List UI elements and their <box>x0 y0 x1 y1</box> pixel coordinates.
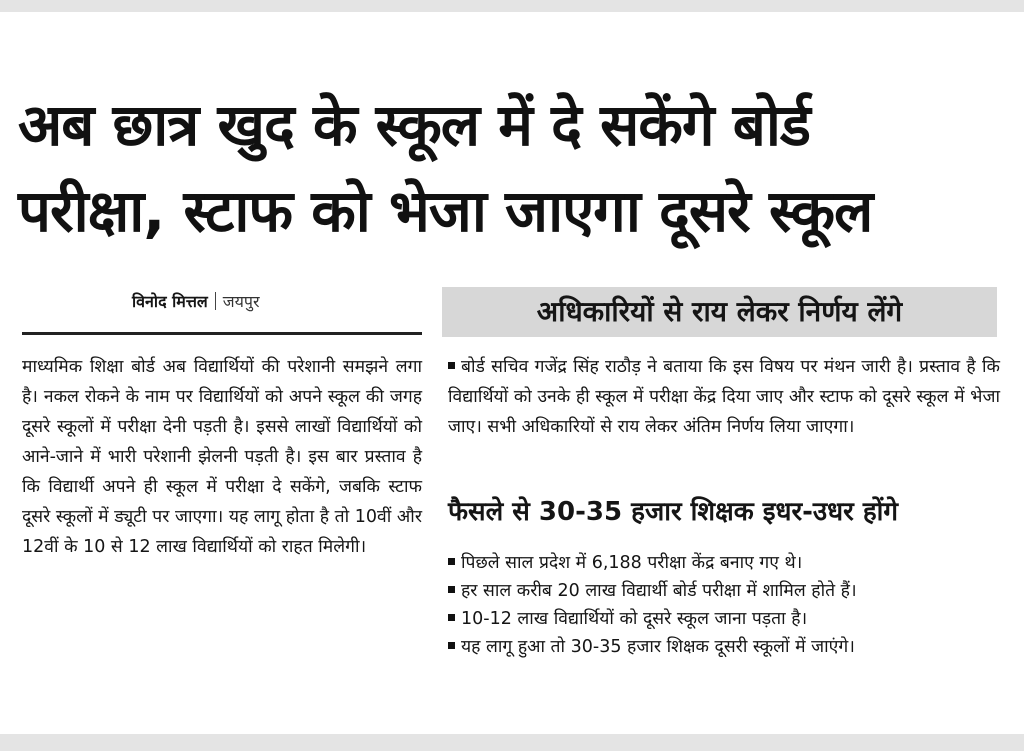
bullet-icon <box>448 614 455 621</box>
bullet-icon <box>448 642 455 649</box>
byline-author: विनोद मित्तल <box>132 292 208 311</box>
list-item <box>448 633 1008 661</box>
fact-text: 10-12 लाख विद्यार्थियों को दूसरे स्कूल जाना पड़ता है। <box>461 609 808 629</box>
headline-line-1: अब छात्र खुद के स्कूल में दे सकेंगे बोर्ड <box>18 91 810 159</box>
headline-line-2: परीक्षा, स्टाफ को भेजा जाएगा दूसरे स्कूल <box>18 177 873 245</box>
subhead-2: फैसले से 30-35 हजार शिक्षक इधर-उधर होंगे <box>448 497 899 527</box>
list-item <box>448 605 1008 633</box>
byline <box>132 291 260 313</box>
list-item <box>448 577 1008 605</box>
left-column-rule <box>22 332 422 335</box>
list-item <box>448 549 1008 577</box>
fact-text: हर साल करीब 20 लाख विद्यार्थी बोर्ड परीक्षा में शामिल होते हैं। <box>461 581 857 601</box>
fact-text: यह लागू हुआ तो 30-35 हजार शिक्षक दूसरी स्कूलों में जाएंगे। <box>461 637 855 657</box>
bullet-icon <box>448 558 455 565</box>
subhead: अधिकारियों से राय लेकर निर्णय लेंगे <box>536 295 903 328</box>
right-column <box>448 352 1000 442</box>
headline <box>18 82 1008 254</box>
subhead-banner <box>442 287 997 337</box>
fact-list <box>448 549 1008 661</box>
newspaper-clipping <box>0 12 1024 734</box>
byline-divider <box>215 292 216 310</box>
right-column-paragraph <box>448 352 1000 442</box>
byline-place: जयपुर <box>222 292 260 311</box>
bullet-icon <box>448 586 455 593</box>
right-column-body: बोर्ड सचिव गजेंद्र सिंह राठौड़ ने बताया कि इस विषय पर मंथन जारी है। प्रस्ताव है कि विद्यार्थियों को उनके ही स्कूल में परीक्षा केंद्र दिया जाए और स्टाफ को दूसरे स्कूल में भेजा जाए। सभी अधिकारियों से राय लेकर अंतिम निर्णय लिया जाएगा। <box>448 357 1000 437</box>
left-column-body: माध्यमिक शिक्षा बोर्ड अब विद्यार्थियों की परेशानी समझने लगा है। नकल रोकने के नाम पर विद्यार्थियों को अपने स्कूल की जगह दूसरे स्कूलों में परीक्षा देनी पड़ती है। इससे लाखों विद्यार्थियों को आने-जाने में भारी परेशानी झेलनी पड़ती है। इस बार प्रस्ताव है कि विद्यार्थी अपने ही स्कूल में परीक्षा दे सकेंगे, जबकि स्टाफ दूसरे स्कूलों में ड्यूटी पर जाएगा। यह लागू होता है तो 10वीं और 12वीं के 10 से 12 लाख विद्यार्थियों को राहत मिलेगी। <box>22 357 422 557</box>
bullet-icon <box>448 362 455 369</box>
fact-text: पिछले साल प्रदेश में 6,188 परीक्षा केंद्र बनाए गए थे। <box>461 553 803 573</box>
